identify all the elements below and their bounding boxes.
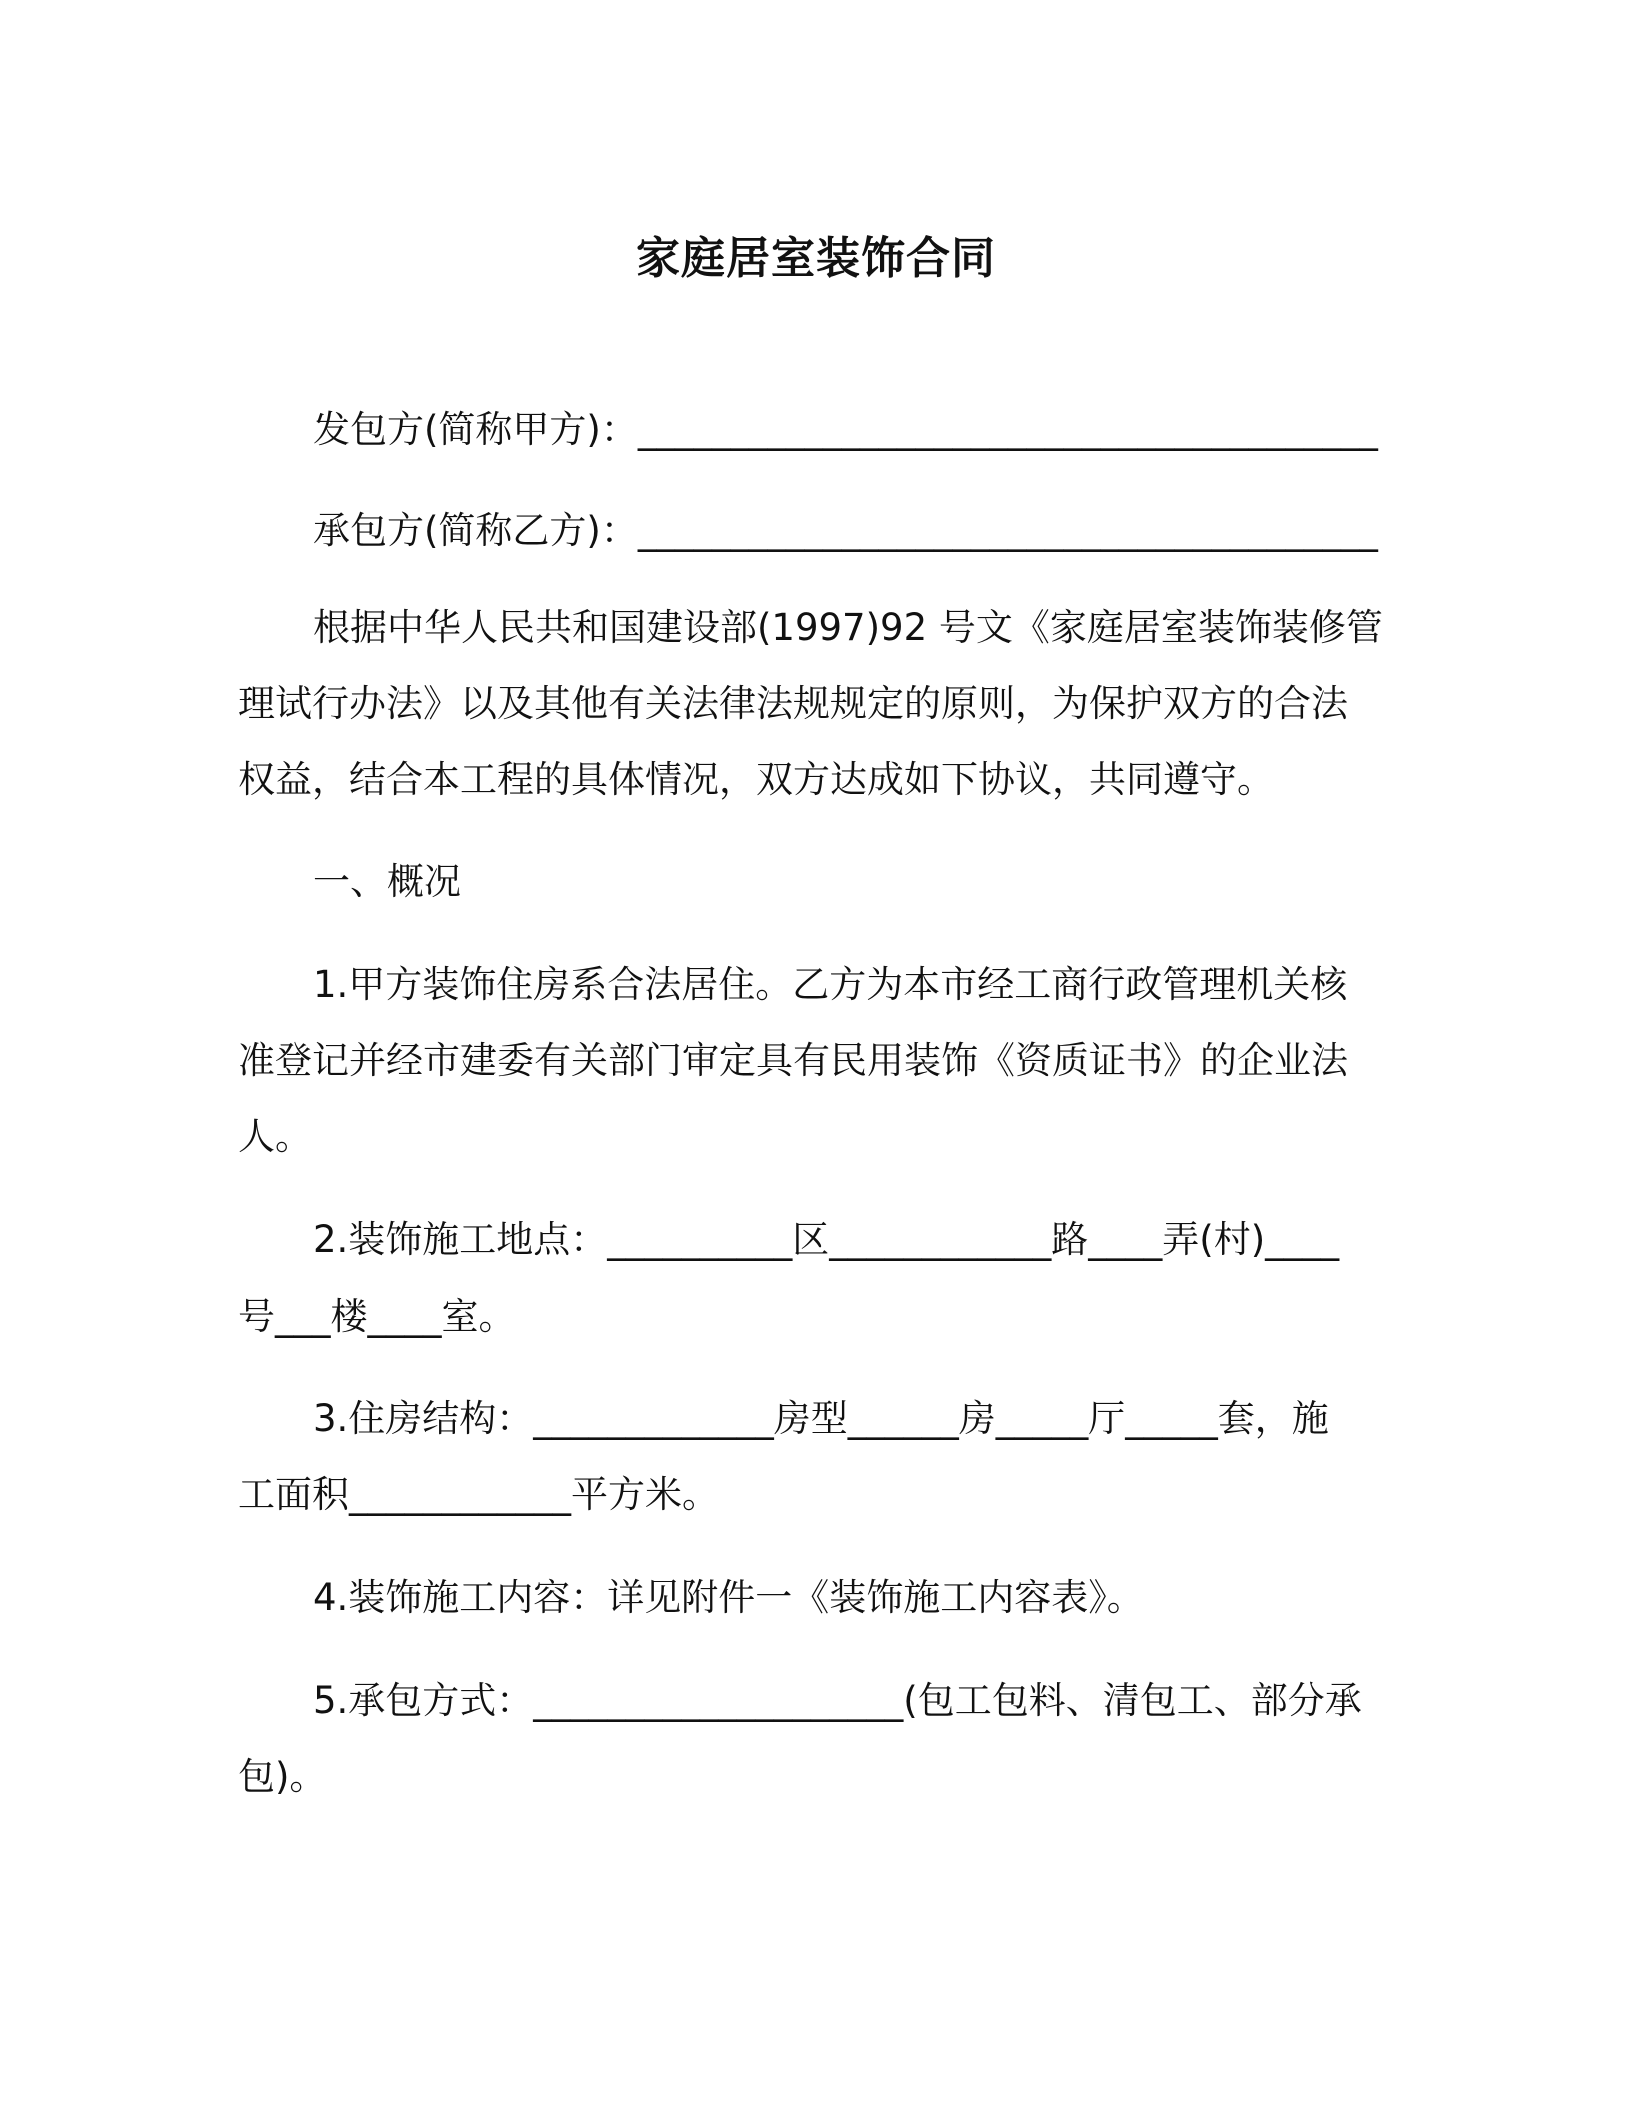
preamble-line-3: 权益，结合本工程的具体情况，双方达成如下协议，共同遵守。 bbox=[238, 758, 1274, 801]
preamble-line-1: 根据中华人民共和国建设部(1997)92 号文《家庭居室装饰装修管 bbox=[313, 606, 1383, 649]
document-title: 家庭居室装饰合同 bbox=[636, 233, 996, 284]
item3-line-2: 工面积____________平方米。 bbox=[238, 1473, 719, 1516]
item4-line-1: 4.装饰施工内容：详见附件一《装饰施工内容表》。 bbox=[313, 1576, 1144, 1619]
item2-line-2: 号___楼____室。 bbox=[238, 1295, 516, 1338]
item5-line-2: 包)。 bbox=[238, 1755, 327, 1798]
party-a-line: 发包方(简称甲方)：________________________________________ bbox=[313, 408, 1378, 451]
party-b-line: 承包方(简称乙方)：________________________________________ bbox=[313, 509, 1378, 552]
item2-line-1: 2.装饰施工地点：__________区____________路____弄(村)____ bbox=[313, 1218, 1340, 1261]
section-heading: 一、概况 bbox=[313, 860, 461, 903]
item1-line-2: 准登记并经市建委有关部门审定具有民用装饰《资质证书》的企业法 bbox=[238, 1039, 1348, 1082]
preamble-line-2: 理试行办法》以及其他有关法律法规规定的原则，为保护双方的合法 bbox=[238, 682, 1348, 725]
item1-line-3: 人。 bbox=[238, 1115, 312, 1158]
item1-line-1: 1.甲方装饰住房系合法居住。乙方为本市经工商行政管理机关核 bbox=[313, 963, 1348, 1006]
item3-line-1: 3.住房结构：_____________房型______房_____厅_____套，施 bbox=[313, 1397, 1329, 1440]
item5-line-1: 5.承包方式：____________________(包工包料、清包工、部分承 bbox=[313, 1679, 1362, 1722]
